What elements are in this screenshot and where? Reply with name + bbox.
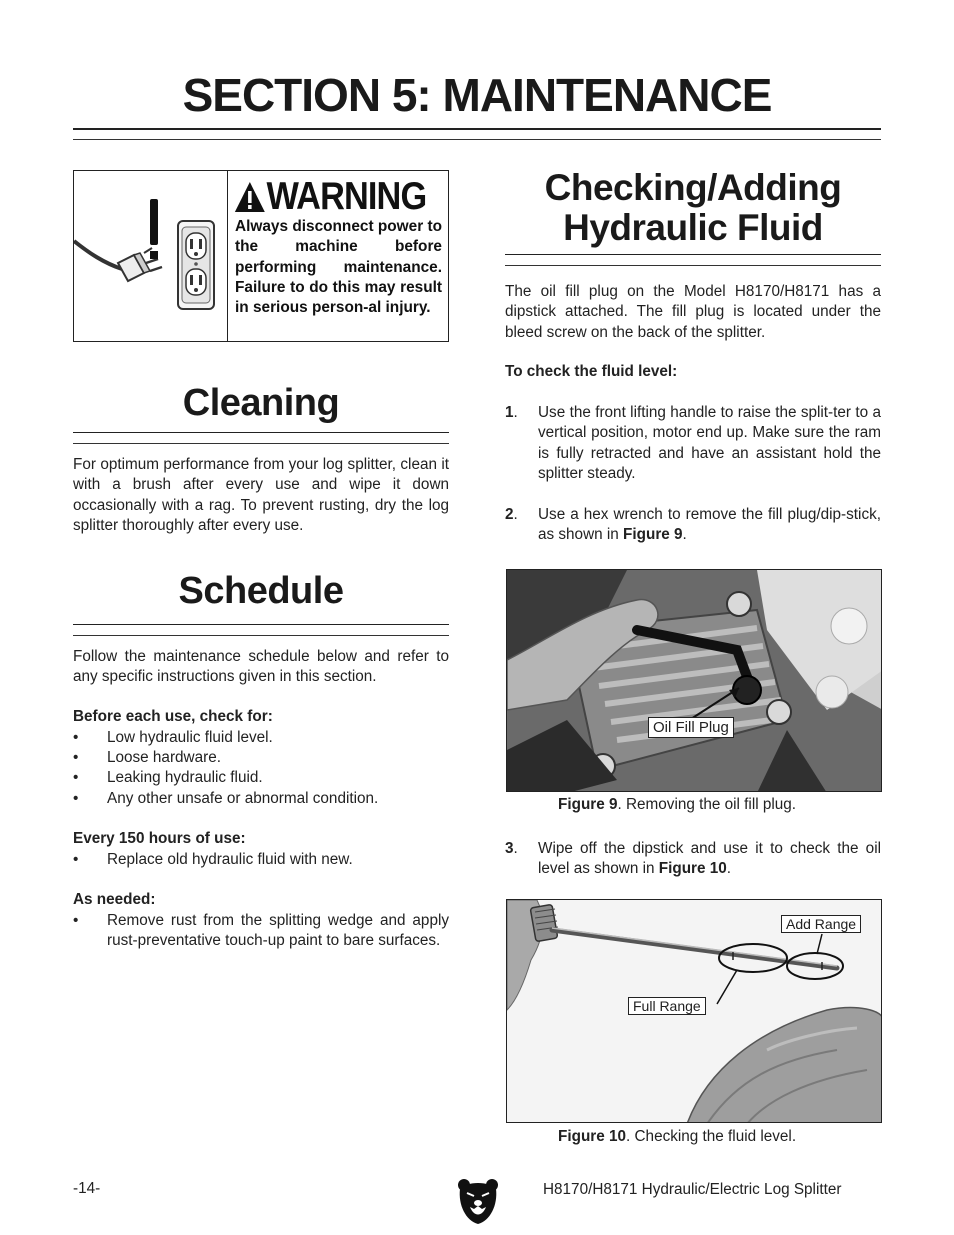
hydraulic-intro: The oil fill plug on the Model H8170/H8171 has a dipstick attached. The fill plug is located under the bleed screw on the back of the splitter. (505, 283, 881, 341)
cleaning-rule-bottom (73, 443, 449, 444)
schedule-rule-top (73, 624, 449, 625)
warning-heading (234, 175, 426, 219)
hydraulic-heading-line1: Checking/Adding (544, 167, 842, 208)
figure-9-label: Figure 9 (558, 796, 618, 813)
hydraulic-rule-bottom (505, 265, 881, 266)
footer-product: H8170/H8171 Hydraulic/Electric Log Splitter (543, 1181, 842, 1198)
plug-outlet-icon (74, 171, 228, 341)
schedule-heading: Schedule (178, 570, 344, 612)
schedule-intro: Follow the maintenance schedule below and refer to any specific instructions given in this section. (73, 648, 449, 686)
figure-9-photo (506, 569, 882, 792)
hydraulic-heading (505, 168, 881, 248)
unplug-illustration (74, 171, 228, 341)
title-rule-bottom (73, 139, 881, 140)
add-range-callout: Add Range (781, 915, 861, 933)
warning-text: Always disconnect power to the machine before performing maintenance. Failure to do this may result in serious person-al injury. (235, 218, 442, 317)
title-rule-top (73, 128, 881, 130)
bear-logo (456, 1175, 500, 1225)
hydraulic-rule-top (505, 254, 881, 255)
oil-fill-plug-photo (507, 570, 882, 792)
page-number: -14- (73, 1180, 101, 1197)
check-fluid-label: To check the fluid level: (505, 363, 678, 380)
oil-fill-plug-callout: Oil Fill Plug (648, 717, 734, 738)
warning-triangle-icon (234, 180, 266, 214)
cleaning-heading: Cleaning (182, 382, 340, 424)
warning-box (73, 170, 449, 342)
bear-head-icon (456, 1175, 500, 1225)
cleaning-rule-top (73, 432, 449, 433)
schedule-group-label: Every 150 hours of use: (73, 830, 246, 847)
figure-10-caption: Figure 10. Checking the fluid level. (558, 1128, 797, 1145)
figure-10-label: Figure 10 (558, 1128, 627, 1145)
list-item: • Remove rust from the splitting wedge and apply rust-preventative touch-up paint to bare surfaces. (73, 912, 449, 950)
full-range-callout: Full Range (628, 997, 706, 1015)
figure-9-caption: Figure 9. Removing the oil fill plug. (558, 796, 797, 813)
figure-10-photo (506, 899, 882, 1123)
warning-heading-text: WARNING (266, 175, 427, 218)
figure-9-ref: Figure 9 (623, 526, 683, 544)
cleaning-text: For optimum performance from your log splitter, clean it with a brush after every use and wipe it down occasionally with a rag. To prevent rusting, dry the log splitter thoroughly after every use. (73, 456, 449, 535)
schedule-group-label: As needed: (73, 891, 156, 908)
schedule-group-label: Before each use, check for: (73, 708, 273, 725)
figure-10-ref: Figure 10 (658, 860, 727, 878)
section-title: SECTION 5: MAINTENANCE (182, 69, 772, 121)
schedule-rule-bottom (73, 635, 449, 636)
hydraulic-heading-line2: Hydraulic Fluid (563, 207, 823, 248)
